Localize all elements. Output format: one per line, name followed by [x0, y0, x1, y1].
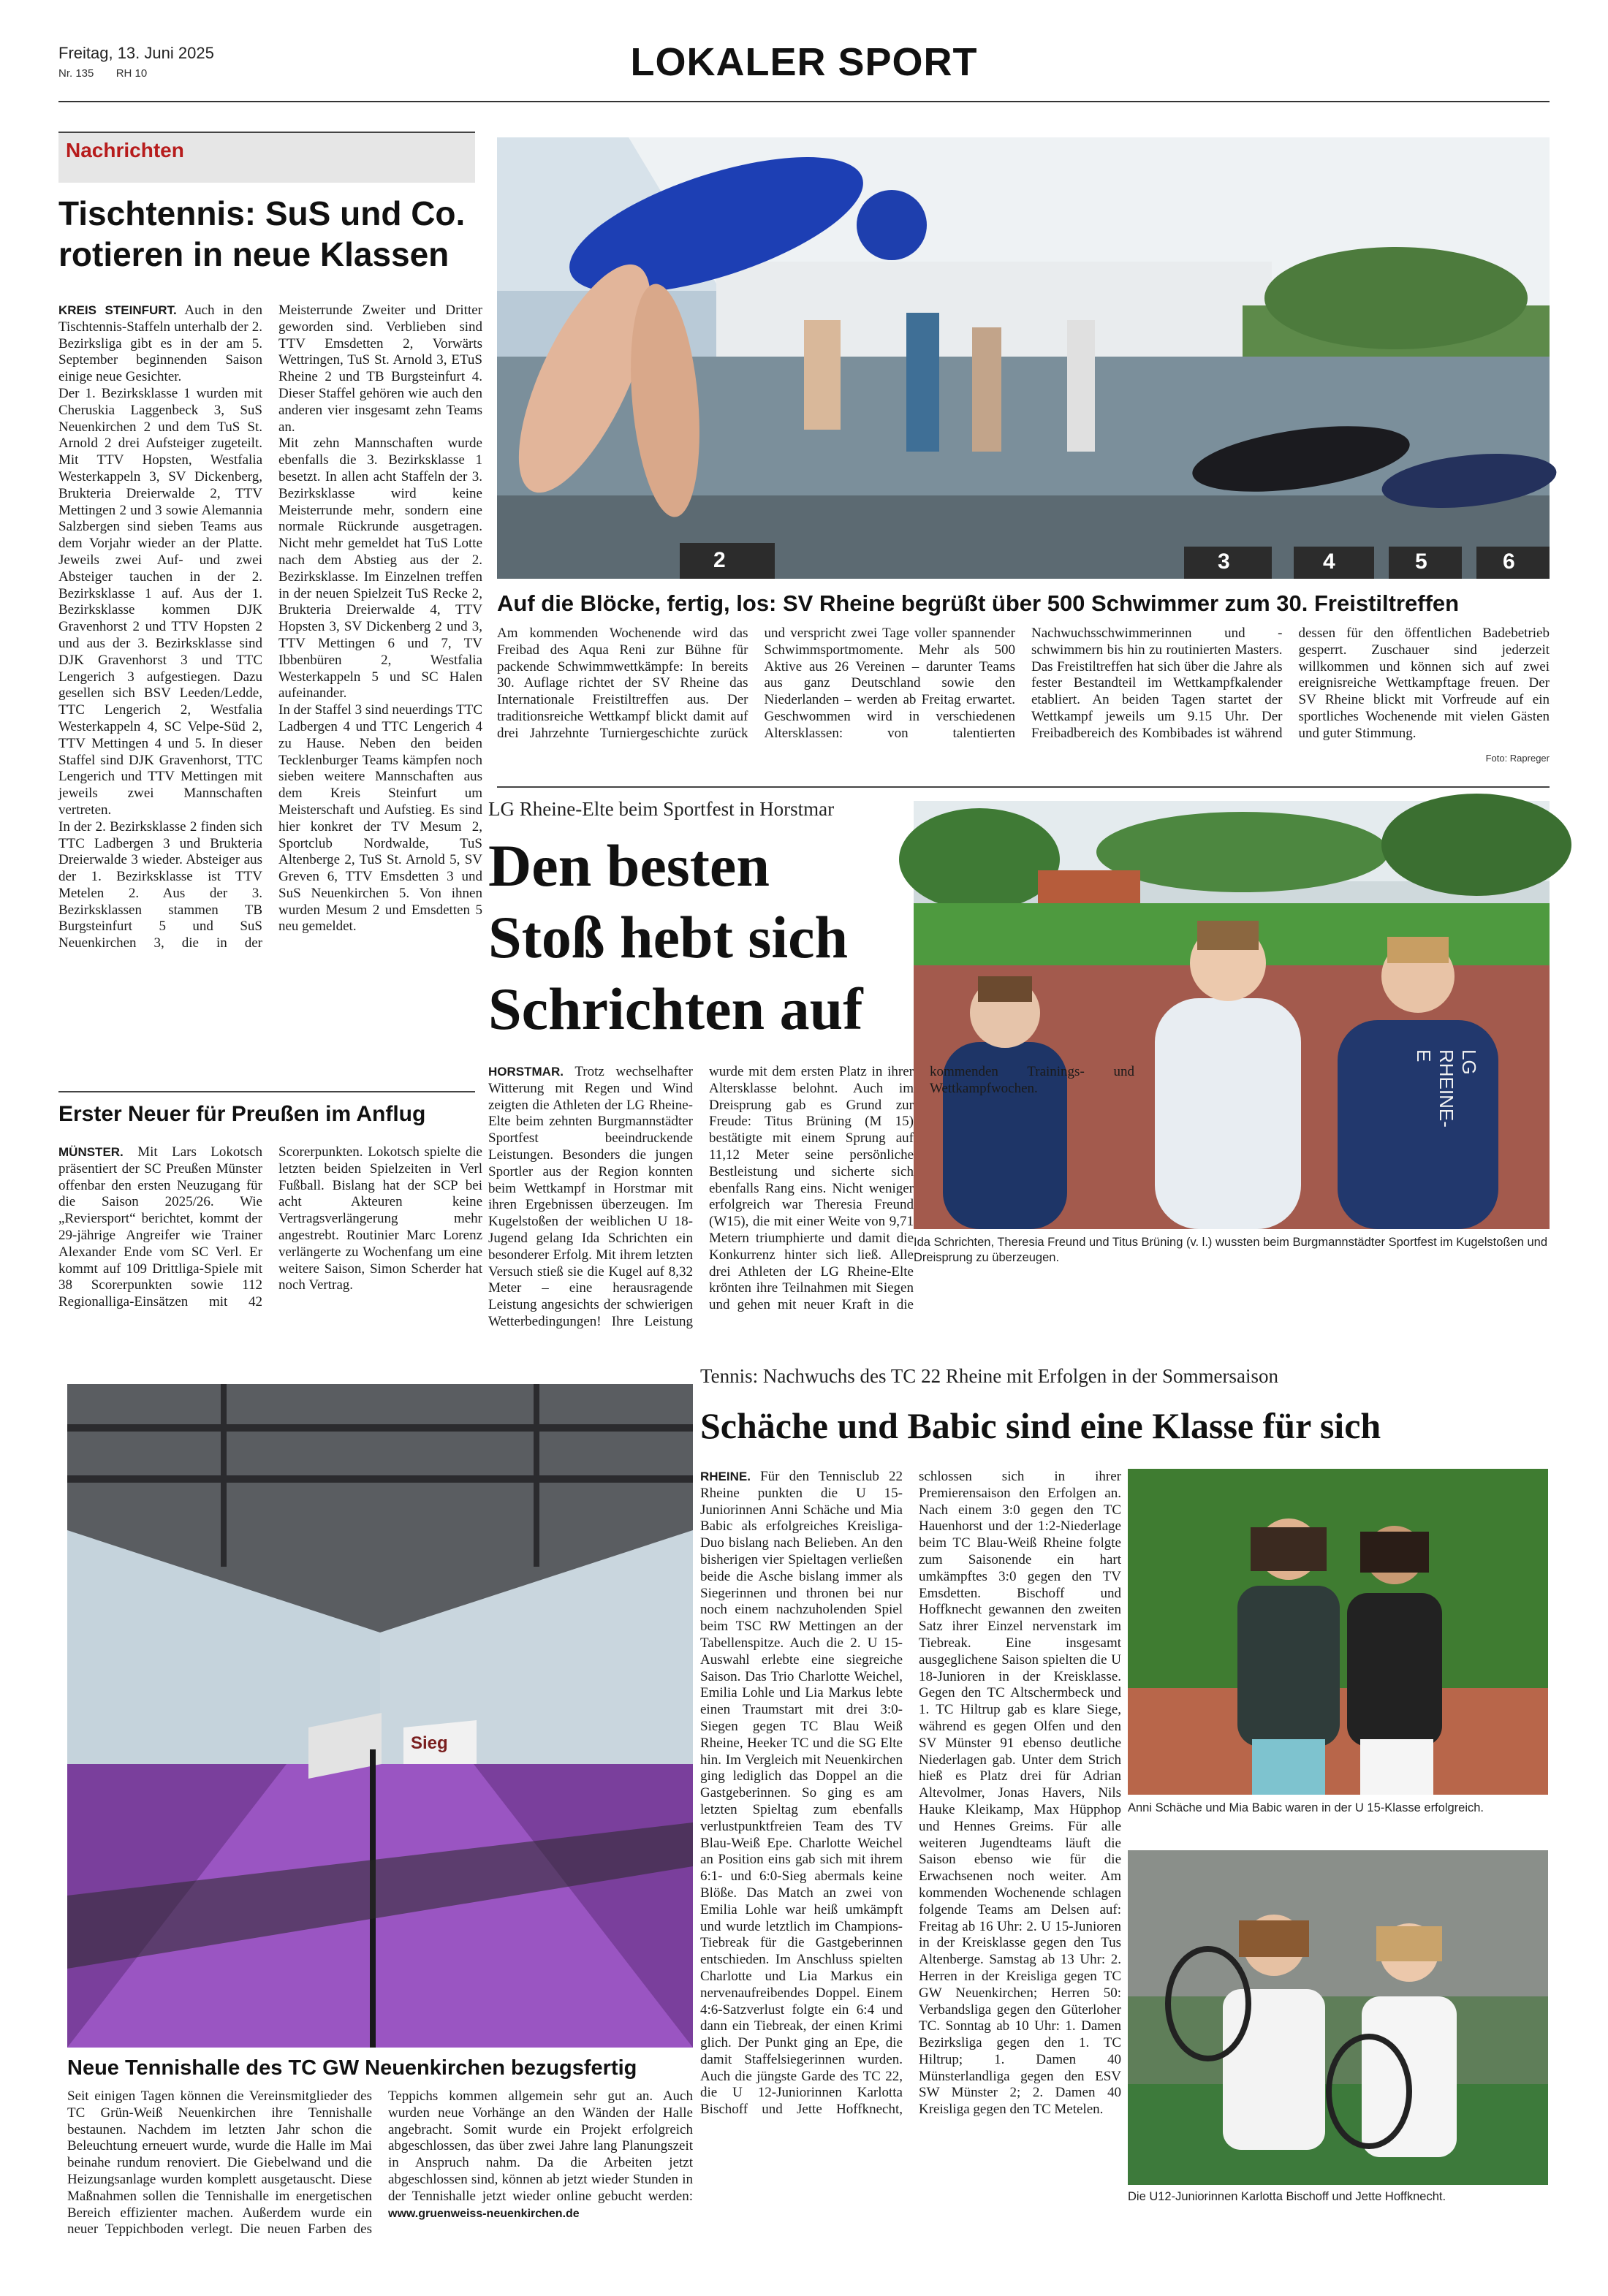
tc22-overline: Tennis: Nachwuchs des TC 22 Rheine mit Erfolgen in der Sommersaison — [700, 1365, 1278, 1387]
tc22-headline: Schäche und Babic sind eine Klasse für sich — [700, 1405, 1381, 1446]
tennishalle-link[interactable]: www.gruenweiss-neuenkirchen.de — [388, 2207, 580, 2220]
preussen-article: MÜNSTER. Mit Lars Lokotsch präsentiert der SC Preußen Münster offenbar den ersten Neuzugang für die Saison 2025/26. Wie „Reviersport“ berichtet, kommt der 29-jährige Angreifer wie Trainer Alexander Ende vom SC Verl. Er kommt auf 109 Drittliga-Spiele mit 38 Scorerpunkten sowie 112 Regionalliga-Einsätzen mit 42 Scorerpunkten. Lokotsch spielte die letzten beiden Spielzeiten in Verl Fußball. Bislang hat der SCP bei acht Akteuren keine Vertragsverlängerung mehr angestrebt. Routinier Marc Lorenz verlängerte zu Wochenfang um eine weitere Saison, Simon Scherder hat noch Vertrag. — [58, 1144, 482, 1310]
nachrichten-tag: Nachrichten — [66, 139, 184, 161]
preussen-dateline: MÜNSTER. — [58, 1145, 124, 1159]
swimming-photo-credit: Foto: Rapreger — [1418, 753, 1550, 764]
lg-article-main: HORSTMAR. Trotz wechselhafter Witterung mit Regen und Wind zeigten die Athleten der LG Rheine-Elte beim zehnten Burgmannstädter Sportfest beeindruckende Leistungen. Besonders die jungen Sportler aus der Region konnten beim Wettkampf in Horstmar mit ihren Ergebnissen überzeugen. Im Kugelstoßen der weiblichen U 18-Jugend gelang Ida Schrichten ein besonderer Erfolg. Mit ihrem letzten Versuch stieß sie die Kugel auf 8,32 Meter – eine herausragende Leistung angesichts der schwierigen Wetterbedingungen! Ihre Leistung wurde mit dem ersten Platz in ihrer Altersklasse belohnt. Auch im Dreisprung gab es Grund zur Freude: Titus Brüning (M 15) bestätigte mit einem Sprung auf 11,12 Meter seine persönliche Bestleistung und sicherte sich ebenfalls Rang eins. Nicht weniger erfolgreich war Theresia Freund (W15), die mit einer Weite von 9,71 Metern triumphierte und damit die Konkurrenz hinter sich ließ. Alle drei Athleten der LG Rheine-Elte krönten ihre Teilnahmen mit Siegen und gehen mit neuer Kraft in die kommenden Trainings- und Wettkampfwochen. — [488, 1064, 1134, 1329]
lg-overline: LG Rheine-Elte beim Sportfest in Horstmar — [488, 798, 835, 820]
tennishalle-article: Seit einigen Tagen können die Vereinsmitglieder des TC Grün-Weiß Neuenkirchen ihre Tennishalle bestaunen. Nachdem im letzten Jahr schon die Beleuchtung erneuert wurde, wurde die Halle im Mai beinahe rundum renoviert. Die Giebelwand und die Heizungsanlage wurden komplett ausgetauscht. Diese Maßnahmen sollen die Tennishalle im energetischen Bereich effizienter machen. Außerdem wurde ein neuer Teppichboden verlegt. Die neuen Farben des Teppichs kommen allgemein sehr gut an. Auch wurden neue Vorhänge an den Wänden der Halle angebracht. Somit wurde ein Projekt erfolgreich abgeschlossen, das über zwei Jahre lang Planungszeit in Anspruch nahm. Da die Arbeiten jetzt abgeschlossen sind, können ab jetzt wieder Stunden in der Tennishalle jetzt wieder online gebucht werden: www.gruenweiss-neuenkirchen.de — [67, 2088, 693, 2238]
tischtennis-dateline: KREIS STEINFURT. — [58, 303, 177, 317]
tc22-photo-u15 — [1128, 1469, 1548, 1795]
track-suit-lettering: LG RHEINE-E — [1413, 1049, 1480, 1128]
lg-photo — [914, 801, 1550, 1229]
tc22-photo-u12 — [1128, 1850, 1548, 2185]
tischtennis-article: KREIS STEINFURT. Auch in den Tischtennis-Staffeln unterhalb der 2. Bezirksliga gibt es in der am 5. September beginnenden Saison einige neue Gesichter. Der 1. Bezirksklasse 1 wurden mit Cheruskia Laggenbeck 3, SuS Neuenkirchen 2 und dem TuS St. Arnold 2 drei Aufsteiger zugeteilt. Mit TTV Hopsten, Westfalia Westerkappeln 3, SV Dickenberg, Brukteria Dreierwalde 2, TTV Mettingen 2 und 3 sowie Alemannia Salzbergen sind sieben Teams aus dem Vorjahr wieder an der Platte. Jeweils zwei Auf- und zwei Absteiger tauchen in der 2. Bezirksklasse 1 auf. Aus der 1. Bezirksklasse kommen DJK Gravenhorst 2 und TTV Hopsten 2 und aus der 3. Bezirksklasse sind DJK Gravenhorst 3 und TTC Lengerich 3 aufgestiegen. Dazu gesellen sich BSV Leeden/Ledde, TTC Lengerich 2, Westfalia Westerkappeln 4, SC Velpe-Süd 2, TTV Mettingen 4 und 5. In dieser Staffel sind DJK Gravenhorst, TTC Lengerich und TTV Mettingen mit jeweils zwei Mannschaften vertreten. In der 2. Bezirksklasse 2 finden sich TTC Ladbergen 3 und Brukteria Dreierwalde 3 wieder. Absteiger aus der 1. Bezirksklasse ist TTV Metelen 2. Aus der 3. Bezirksklassen stammen TB Burgsteinfurt 5 und SuS Neuenkirchen 3, die in der Meisterrunde Zweiter und Dritter geworden sind. Verblieben sind TTV Emsdetten 2, Vorwärts Wettringen, TuS St. Arnold 3, ETuS Rheine 2 und TB Burgsteinfurt 4. Dieser Staffel gehören wie auch den anderen vier insgesamt zehn Teams an. Mit zehn Mannschaften wurde ebenfalls die 3. Bezirksklasse 1 besetzt. In allen acht Staffeln der 3. Bezirksklasse wird keine Meisterrunde mehr, sondern eine normale Rückrunde ausgetragen. Nicht mehr gemeldet hat TuS Lotte nach dem Abstieg aus der 2. Bezirksklasse. Im Einzelnen treffen in der neuen Spielzeit TuS Recke 2, Brukteria Dreierwalde 4, TTV Hopsten 3, SV Dickenberg 2 und 3, TTV Mettingen 6 und 7, TV Ibbenbüren 2, Westfalia Westerkappeln 5 und SC Halen aufeinander. In der Staffel 3 sind neuerdings TTC Ladbergen 4 und TTC Lengerich 4 zu Hause. Neben den beiden Tecklenburger Teams kämpfen noch sieben weitere Mannschaften aus dem Kreis Steinfurt um Meisterschaft und Aufstieg. Es sind hier konkret der TV Mesum 2, Sportclub Nordwalde, TuS Altenberge 2, TuS St. Arnold 5, SV Greven 6, TTV Emsdetten 3 und SuS Neuenkirchen 5. Von ihnen wurden Mesum 2 und Emsdetten 5 neu gemeldet. — [58, 303, 482, 951]
block-number: 4 — [1323, 550, 1335, 574]
issue-date: Freitag, 13. Juni 2025 — [58, 44, 214, 62]
edition-code: RH 10 — [115, 67, 148, 80]
block-number: 6 — [1503, 550, 1515, 574]
section-title: LOKALER SPORT — [630, 40, 978, 84]
tc22-article: RHEINE. Für den Tennisclub 22 Rheine punkten die U 15-Juniorinnen Anni Schäche und Mia Babic als erfolgreiches Kreisliga-Duo bislang nach Belieben. An den bisherigen vier Spieltagen verließen beide die Asche bislang immer als Siegerinnen und thronen bei nur noch einem nachzuholenden Spiel beim TSC RW Mettingen an der Tabellenspitze. Auch die 2. U 15-Auswahl erlebte eine siegreiche Saison. Das Trio Charlotte Weichel, Emilia Lohle und Lia Markus lebte einen Traumstart mit drei 3:0-Siegen gegen TC Blau Weiß Rheine, Heeker TC und die SG Elte hin. Im Vergleich mit Neuenkirchen ging lediglich das Doppel an die Gastgeberinnen. So ging es am letzten Spieltag zum ebenfalls verlustpunktfreien Team des TV Blau-Weiß Epe. Charlotte Weichel an Position eins gab sich mit ihrem 6:1- und 6:0-Sieg abermals keine Blöße. Das Match an zwei von Emilia Lohle war heiß umkämpft und wurde letztlich im Champions-Tiebreak für die Gastgeberinnen entschieden. Im Anschluss spielten Charlotte und Lia Markus ein nervenaufreibendes Doppel. Einem 4:6-Satzverlust folgte ein 6:4 und dann ein Tiebreak, der einen Krimi glich. Der Punkt ging an Epe, die damit Staffelsiegerinnen wurden. Auch die jüngste Garde des TC 22, die U 12-Juniorinnen Karlotta Bischoff und Jette Hoffknecht, schlossen sich in ihrer Premierensaison den Erfolgen an. Nach einem 3:0 gegen den TC Hauenhorst und der 1:2-Niederlage beim TC Blau-Weiß Rheine folgte zum Saisonende ein hart umkämpftes 3:0 gegen den TV Emsdetten. Bischoff und Hoffknecht gewannen den zweiten Satz ihrer Einzel nervenstark im Tiebreak. Eine insgesamt ausgeglichene Saison spielten die U 18-Junioren in der Kreisklasse. Gegen den TC Altschermbeck und 1. TC Hiltrup gab es klare Siege, während es gegen Olfen und den SV Münster 91 ebenso deutliche Niederlagen gab. Unter dem Strich hieß es Platz drei für Adrian Altevolmer, Jonas Havers, Nils Hauke Kleikamp, Max Hüpphop und Hennes Greims. Für alle weiteren Jugendteams läuft die Saison ebenso wie für die Erwachsenen noch weiter. Am kommenden Wochenende schlagen folgende Teams am Delsen auf: Freitag ab 16 Uhr: 2. U 15-Junioren in der Kreisklasse gegen den Tus Altenberge. Samstag ab 13 Uhr: 2. Herren in der Kreisliga gegen TC GW Neuenkirchen; Herren 50: Verbandsliga gegen den Güterloher TC. Sonntag ab 10 Uhr: 1. Damen Bezirksliga gegen den 1. TC Hiltrup; 1. Damen 40 Münsterlandliga gegen den ESV SW Münster 2; 2. Damen 40 Kreisliga gegen den TC Metelen. — [700, 1469, 1121, 2118]
lg-dateline: HORSTMAR. — [488, 1065, 564, 1079]
masthead — [58, 37, 1550, 104]
swimming-headline: Auf die Blöcke, fertig, los: SV Rheine begrüßt über 500 Schwimmer zum 30. Freistiltreffen — [497, 590, 1460, 616]
issue-number: Nr. 135 — [58, 67, 94, 80]
tc22-caption-2: Die U12-Juniorinnen Karlotta Bischoff und Jette Hoffknecht. — [1128, 2190, 1446, 2203]
preussen-headline: Erster Neuer für Preußen im Anflug — [58, 1102, 426, 1126]
preussen-rule — [58, 1091, 475, 1092]
lg-headline: Den besten Stoß hebt sich Schrichten auf — [488, 832, 863, 1042]
block-number: 2 — [713, 548, 726, 572]
tischtennis-headline: Tischtennis: SuS und Co. rotieren in neue Klassen — [58, 194, 466, 273]
nachrichten-tag-box — [58, 132, 475, 183]
swimming-article: Am kommenden Wochenende wird das Freibad des Aqua Reni zur Bühne für packende Schwimmwettkämpfe: In bereits 30. Auflage richtet der SV Rheine das Internationale Freistiltreffen aus. Der traditionsreiche Wettkampf blickt damit auf drei Jahrzehnte Turniergeschichte zurück und verspricht zwei Tage voller spannender Schwimmsportmomente. Mehr als 500 Aktive aus 26 Vereinen – darunter Teams aus ganz Deutschland sowie den Niederlanden – werden ab Freitag erwartet. Geschwommen wird in verschiedenen Altersklassen: von talentierten Nachwuchsschwimmerinnen und -schwimmern bis hin zu routinierten Masters. Das Freistiltreffen hat sich über die Jahre als fester Bestandteil im Wettkampfkalender etabliert. An beiden Tagen startet der Wettkampf jeweils um 9.15 Uhr. Der Freibadbereich des Kombibades ist während dessen für den öffentlichen Badebetrieb gesperrt. Zuschauer sind jederzeit willkommen und können sich auf zwei ereignisreiche Wettkampftage freuen. Der SV Rheine blickt mit Vorfreude auf ein sportliches Wochenende mit vielen Gästen und guter Stimmung. — [497, 626, 1550, 741]
tennishalle-photo — [67, 1384, 693, 2048]
lg-rule — [497, 786, 1550, 788]
tc22-caption-1: Anni Schäche und Mia Babic waren in der U 15-Klasse erfolgreich. — [1128, 1801, 1484, 1814]
hall-banner-text: Sieg — [411, 1733, 448, 1753]
block-number: 5 — [1415, 550, 1427, 574]
block-number: 3 — [1218, 550, 1230, 574]
swimming-photo — [497, 137, 1550, 579]
lg-caption: Ida Schrichten, Theresia Freund und Titus Brüning (v. l.) wussten beim Burgmannstädter Sportfest im Kugelstoßen und Dreisprung zu überzeugen. — [914, 1236, 1547, 1264]
tennishalle-headline: Neue Tennishalle des TC GW Neuenkirchen bezugsfertig — [67, 2056, 637, 2080]
tc22-dateline: RHEINE. — [700, 1470, 751, 1483]
masthead-rule — [58, 101, 1550, 102]
